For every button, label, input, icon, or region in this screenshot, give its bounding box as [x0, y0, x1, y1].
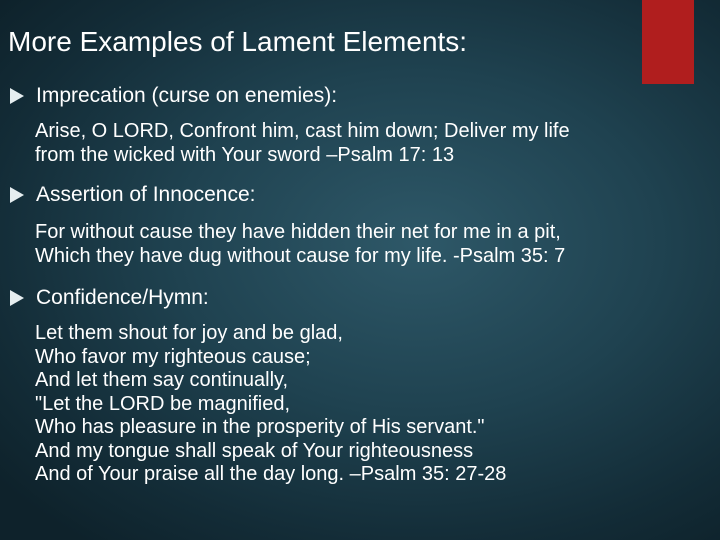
bullet-imprecation	[10, 84, 337, 108]
body-line: And my tongue shall speak of Your righteousness	[35, 439, 474, 462]
bullet-heading: Imprecation (curse on enemies):	[36, 84, 338, 107]
triangle-bullet-icon	[10, 290, 24, 306]
body-line: Which they have dug without cause for my life. -Psalm 35: 7	[35, 244, 566, 267]
bullet-body-assertion	[35, 221, 565, 268]
body-line: Let them shout for joy and be glad,	[35, 322, 343, 344]
bullet-body-imprecation	[35, 120, 570, 167]
body-line: from the wicked with Your sword –Psalm 17: 13	[35, 143, 455, 166]
body-line: And of Your praise all the day long. –Psalm 35: 27-28	[35, 463, 507, 485]
accent-bar	[642, 0, 694, 84]
bullet-heading: Confidence/Hymn:	[36, 286, 209, 309]
bullet-assertion-of-innocence	[10, 183, 255, 207]
body-line: Who has pleasure in the prosperity of His servant."	[35, 416, 485, 438]
body-line: And let them say continually,	[35, 369, 289, 391]
triangle-bullet-icon	[10, 187, 24, 203]
slide-title: More Examples of Lament Elements:	[8, 26, 468, 57]
body-line: For without cause they have hidden their net for me in a pit,	[35, 221, 561, 243]
body-line: Who favor my righteous cause;	[35, 345, 311, 368]
body-line: "Let the LORD be magnified,	[35, 392, 291, 415]
body-line: Arise, O LORD, Confront him, cast him down; Deliver my life	[35, 120, 570, 142]
bullet-confidence-hymn	[10, 286, 209, 310]
triangle-bullet-icon	[10, 88, 24, 104]
bullet-heading: Assertion of Innocence:	[36, 183, 256, 206]
bullet-body-confidence	[35, 322, 506, 487]
